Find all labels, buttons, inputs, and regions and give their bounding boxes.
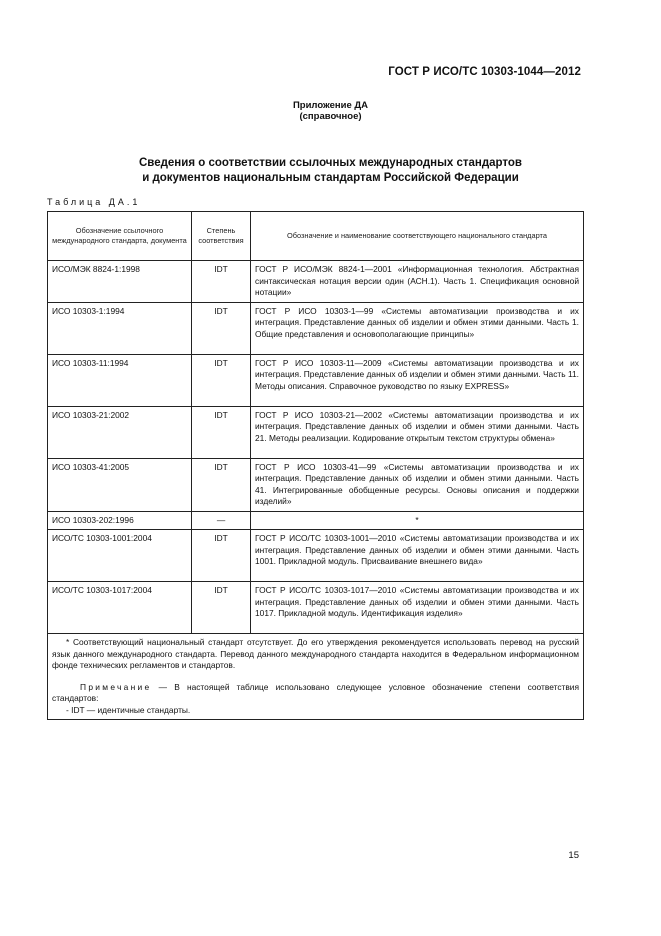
note-item: - IDT — идентичные стандарты.	[66, 704, 191, 715]
table-row	[48, 354, 584, 406]
cell-ref: ИСО 10303-11:1994	[48, 354, 192, 406]
header-ref-standard: Обозначение ссылочного международного стандарта, документа	[48, 212, 192, 261]
table-row	[48, 582, 584, 634]
cell-ref: ИСО/ТС 10303-1017:2004	[48, 582, 192, 634]
document-code-header: ГОСТ Р ИСО/ТС 10303-1044—2012	[388, 66, 581, 78]
cell-ref: ИСО/ТС 10303-1001:2004	[48, 530, 192, 582]
cell-degree: IDT	[192, 302, 251, 354]
cell-national: ГОСТ Р ИСО 10303-41—99 «Системы автоматизации производства и их интеграция. Представление данных об изделии и обмен этими данными. Часть 41. Интегрированные обобщенные ресурсы. Основы описания и поддержки изделий»	[251, 458, 584, 511]
cell-degree: IDT	[192, 530, 251, 582]
cell-ref: ИСО 10303-1:1994	[48, 302, 192, 354]
header-degree: Степень соответствия	[192, 212, 251, 261]
footnote-text: * Соответствующий национальный стандарт отсутствует. До его утверждения рекомендуется использовать перевод на русский язык данного международного стандарта. Перевод данного международного стандарта находится в Федеральном информационном фонде технических регламентов и стандартов.	[52, 637, 579, 670]
header-national-standard: Обозначение и наименование соответствующего национального стандарта	[251, 212, 584, 261]
section-title-line1: Сведения о соответствии ссылочных международных стандартов	[138, 157, 522, 169]
cell-degree: IDT	[192, 582, 251, 634]
table-row	[48, 530, 584, 582]
table-row	[48, 261, 584, 303]
table-row	[48, 458, 584, 511]
cell-ref: ИСО 10303-21:2002	[48, 406, 192, 458]
cell-degree: IDT	[192, 354, 251, 406]
cell-degree: IDT	[192, 458, 251, 511]
cell-national: ГОСТ Р ИСО 10303-21—2002 «Системы автоматизации производства и их интеграция. Представление данных об изделии и обмен этими данными. Часть 21. Методы реализации. Кодирование открытым текстом структуры обмена»	[251, 406, 584, 458]
table-notes	[48, 634, 584, 720]
table-label: Таблица ДА.1	[47, 197, 141, 207]
table-notes-row	[48, 634, 584, 720]
cell-national: ГОСТ Р ИСО/ТС 10303-1001—2010 «Системы автоматизации производства и их интеграция. Представление данных об изделии и обмен этими данными. Часть 1001. Прикладной модуль. Присваивание внешнего вида»	[251, 530, 584, 582]
cell-degree: IDT	[192, 406, 251, 458]
cell-ref: ИСО/МЭК 8824-1:1998	[48, 261, 192, 303]
cell-degree: IDT	[192, 261, 251, 303]
appendix-subtitle: (справочное)	[299, 111, 362, 122]
cell-ref: ИСО 10303-202:1996	[48, 511, 192, 530]
cell-national: *	[251, 511, 584, 530]
table-row	[48, 302, 584, 354]
section-title-line2: и документов национальным стандартам Российской Федерации	[142, 172, 519, 184]
table-header-row	[48, 212, 584, 261]
correspondence-table	[47, 211, 584, 720]
page-number: 15	[568, 850, 579, 861]
cell-national: ГОСТ Р ИСО 10303-11—2009 «Системы автоматизации производства и их интеграция. Представление данных об изделии и обмен этими данными. Часть 11. Методы описания. Справочное руководство по языку EXPRESS»	[251, 354, 584, 406]
cell-national: ГОСТ Р ИСО/МЭК 8824-1—2001 «Информационная технология. Абстрактная синтаксическая нотация версии один (АСН.1). Часть 1. Спецификация основной нотации»	[251, 261, 584, 303]
cell-ref: ИСО 10303-41:2005	[48, 458, 192, 511]
appendix-title: Приложение ДА	[292, 100, 369, 111]
cell-national: ГОСТ Р ИСО 10303-1—99 «Системы автоматизации производства и их интеграция. Представление данных об изделии и обмен этими данными. Часть 1. Общие представления и основополагающие принципы»	[251, 302, 584, 354]
table-row	[48, 511, 584, 530]
note-text: — В настоящей таблице использовано следующее условное обозначение степени соответствия стандартов:	[52, 681, 580, 703]
table-row	[48, 406, 584, 458]
section-title	[0, 156, 661, 186]
note-word: Примечание	[80, 681, 152, 692]
cell-national: ГОСТ Р ИСО/ТС 10303-1017—2010 «Системы автоматизации производства и их интеграция. Представление данных об изделии и обмен этими данными. Часть 1017. Прикладной модуль. Идентификация изделия»	[251, 582, 584, 634]
cell-degree: —	[192, 511, 251, 530]
note-paragraph	[52, 682, 579, 705]
